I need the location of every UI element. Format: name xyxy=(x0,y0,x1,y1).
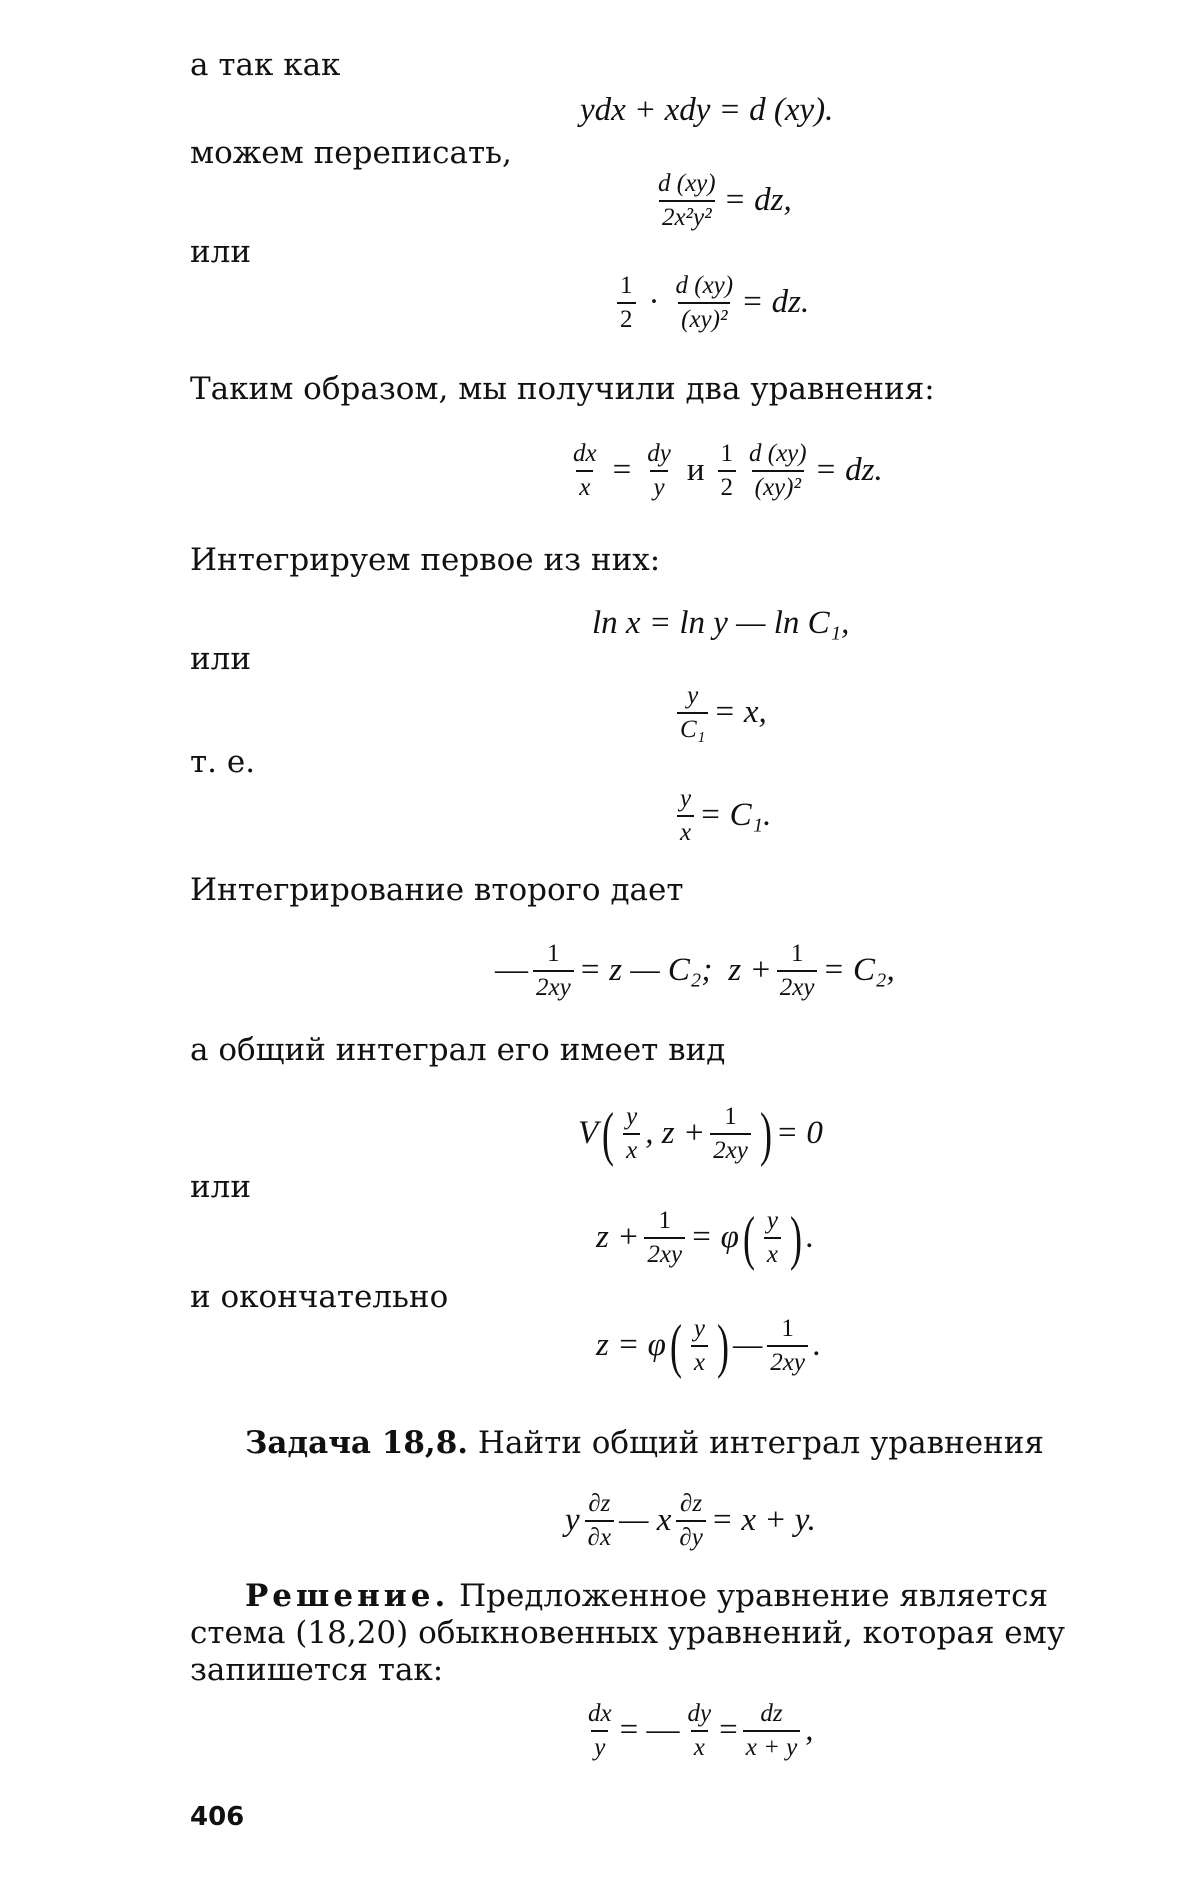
numerator: y xyxy=(626,1103,638,1130)
fraction xyxy=(676,1490,705,1551)
left-paren: ( xyxy=(602,1100,615,1167)
denominator: (xy)² xyxy=(752,470,804,502)
fraction xyxy=(746,440,810,501)
equation-text: ln x = ln y — ln C₁, xyxy=(592,605,850,641)
equation-mid: = — xyxy=(619,1712,680,1748)
equation-z-plus-phi xyxy=(596,1204,815,1271)
left-paren: ( xyxy=(669,1312,682,1379)
fraction xyxy=(644,1207,685,1268)
fraction xyxy=(710,1103,751,1164)
numerator: dx xyxy=(588,1700,612,1727)
equation-half-dxy-over-xy2 xyxy=(612,272,809,333)
equation-rhs: = dz, xyxy=(723,182,792,218)
numerator: 1 xyxy=(781,1315,794,1342)
fraction xyxy=(764,1207,781,1268)
equation-second-integral xyxy=(495,940,895,1001)
equation-z-plus: z + xyxy=(728,952,772,988)
numerator: 1 xyxy=(658,1207,671,1234)
numerator: ∂z xyxy=(680,1490,703,1517)
equation-z-equals-phi xyxy=(596,1312,822,1379)
denominator: 2xy xyxy=(710,1133,751,1165)
denominator: 2x²y² xyxy=(659,200,715,232)
equation-lhs: z + xyxy=(596,1219,640,1255)
left-paren: ( xyxy=(742,1204,755,1271)
fraction xyxy=(673,272,737,333)
equation-y-over-x xyxy=(672,785,771,846)
fraction xyxy=(677,785,694,846)
equation-ln xyxy=(592,605,849,642)
equation-two-equations xyxy=(565,440,883,501)
equation-end: , xyxy=(805,1712,814,1748)
text-a-tak-kak: а так как xyxy=(190,47,341,83)
equation-rhs: = dz. xyxy=(741,284,810,320)
equation-rhs: = x + y. xyxy=(710,1502,816,1538)
equation-lhs: z = φ xyxy=(596,1327,666,1363)
numerator: d (xy) xyxy=(658,170,716,197)
denominator: ∂y xyxy=(676,1520,705,1552)
denominator: y xyxy=(650,470,667,502)
text-ili-1: или xyxy=(190,234,252,270)
fraction xyxy=(570,440,600,501)
solution-paragraph xyxy=(190,1578,1065,1690)
equation-y: y xyxy=(565,1502,580,1538)
text-ili-2: или xyxy=(190,641,252,677)
equation-mid: = z — C₂; xyxy=(578,952,713,988)
problem-text: Найти общий интеграл уравнения xyxy=(477,1425,1044,1461)
numerator: 1 xyxy=(720,440,734,467)
numerator: dz xyxy=(760,1700,783,1727)
page-number: 406 xyxy=(190,1802,245,1832)
numerator: d (xy) xyxy=(749,440,807,467)
fraction xyxy=(691,1315,708,1376)
denominator: 2xy xyxy=(777,970,818,1002)
equation-ydx-xdy xyxy=(580,92,833,129)
text-integr-vtorogo: Интегрирование второго дает xyxy=(190,872,684,908)
equation-mid: = φ xyxy=(690,1219,739,1255)
fraction xyxy=(677,682,708,743)
numerator: dy xyxy=(687,1700,712,1727)
fraction xyxy=(684,1700,714,1761)
denominator: C₁ xyxy=(677,712,708,744)
denominator: 2 xyxy=(617,302,636,334)
numerator: dx xyxy=(573,440,597,467)
text-ili-3: или xyxy=(190,1169,252,1205)
numerator: d (xy) xyxy=(675,272,734,299)
numerator: y xyxy=(693,1315,705,1342)
solution-line-3: запишется так: xyxy=(190,1652,444,1689)
equals-sign: = xyxy=(612,452,632,488)
equation-rhs: = x, xyxy=(713,694,767,730)
equation-end: . xyxy=(813,1327,822,1363)
text-mozhem: можем переписать, xyxy=(190,135,512,171)
numerator: 1 xyxy=(790,940,804,967)
denominator: x xyxy=(764,1237,781,1269)
fraction xyxy=(533,940,574,1001)
numerator: 1 xyxy=(724,1103,737,1130)
fraction xyxy=(644,440,674,501)
right-paren: ) xyxy=(759,1100,772,1167)
fraction xyxy=(718,440,737,501)
equation-mid: — xyxy=(732,1327,763,1363)
fraction xyxy=(655,170,719,231)
right-paren: ) xyxy=(789,1204,802,1271)
equation-rhs: = dz. xyxy=(814,452,883,488)
fraction xyxy=(623,1103,640,1164)
denominator: x xyxy=(576,470,593,502)
solution-text-1: Предложенное уравнение является xyxy=(459,1578,1049,1614)
fraction xyxy=(777,940,818,1001)
denominator: ∂x xyxy=(585,1520,614,1552)
conjunction-i: и xyxy=(686,452,705,488)
solution-label: Решение. xyxy=(245,1578,450,1614)
equation-mid: , z + xyxy=(645,1115,706,1151)
denominator: x xyxy=(677,815,694,847)
equation-mid: — x xyxy=(619,1502,672,1538)
denominator: x xyxy=(691,1730,708,1762)
fraction xyxy=(617,272,636,333)
equation-rhs: = C₁. xyxy=(699,797,772,833)
equation-V-letter: V xyxy=(578,1115,599,1151)
numerator: y xyxy=(766,1207,778,1234)
equation-system xyxy=(580,1700,814,1761)
fraction xyxy=(767,1315,808,1376)
denominator: 2xy xyxy=(644,1237,685,1269)
minus-sign: — xyxy=(495,952,528,988)
text-obshchiy-integral: а общий интеграл его имеет вид xyxy=(190,1032,726,1068)
equation-V xyxy=(578,1100,823,1167)
numerator: 1 xyxy=(620,272,633,299)
denominator: 2 xyxy=(718,470,737,502)
denominator: 2xy xyxy=(533,970,574,1002)
denominator: y xyxy=(591,1730,608,1762)
equation-end: . xyxy=(805,1219,815,1255)
equation-text: ydx + xdy = d (xy). xyxy=(580,92,834,128)
fraction xyxy=(743,1700,801,1761)
denominator: x xyxy=(623,1133,640,1165)
fraction xyxy=(585,1700,615,1761)
problem-label: Задача 18,8. xyxy=(245,1425,469,1461)
numerator: y xyxy=(687,682,699,709)
problem-heading xyxy=(245,1426,1044,1462)
text-takim-obrazom: Таким образом, мы получили два уравнения: xyxy=(190,371,935,407)
text-te: т. е. xyxy=(190,744,256,780)
equation-dxy-over-2x2y2 xyxy=(650,170,792,231)
denominator: (xy)² xyxy=(678,302,730,334)
numerator: ∂z xyxy=(588,1490,611,1517)
solution-line-2: стема (18,20) обыкновенных уравнений, которая ему xyxy=(190,1615,1065,1652)
dot-operator: · xyxy=(648,284,660,320)
equation-rhs: = C₂, xyxy=(822,952,895,988)
equation-y-over-c1 xyxy=(672,682,767,743)
numerator: dy xyxy=(647,440,671,467)
denominator: x + y xyxy=(743,1730,801,1762)
text-integriruem: Интегрируем первое из них: xyxy=(190,542,661,578)
equation-rhs: = 0 xyxy=(775,1115,823,1151)
denominator: 2xy xyxy=(767,1345,808,1377)
denominator: x xyxy=(691,1345,708,1377)
text-okonchatelno: и окончательно xyxy=(190,1279,449,1315)
solution-line-1 xyxy=(190,1578,1050,1615)
equation-pde xyxy=(565,1490,816,1551)
numerator: y xyxy=(680,785,692,812)
fraction xyxy=(585,1490,614,1551)
numerator: 1 xyxy=(547,940,560,967)
equals-sign: = xyxy=(719,1712,738,1748)
right-paren: ) xyxy=(716,1312,729,1379)
